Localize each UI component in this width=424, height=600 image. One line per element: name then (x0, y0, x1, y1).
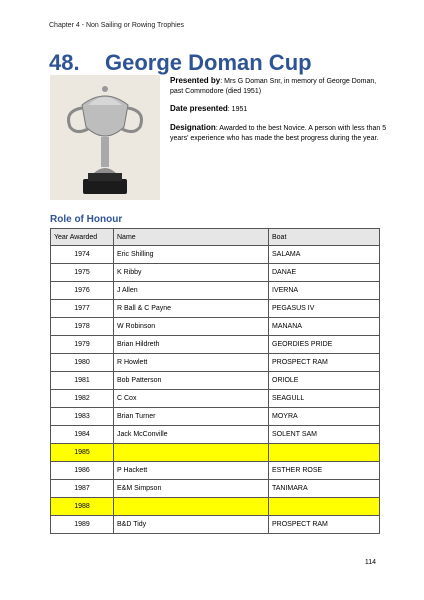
cell-boat: PROSPECT RAM (269, 354, 380, 372)
cell-name: K Ribby (114, 264, 269, 282)
cell-boat: PROSPECT RAM (269, 516, 380, 534)
cell-name: J Allen (114, 282, 269, 300)
table-row (51, 336, 380, 354)
cell-year: 1980 (51, 354, 114, 372)
designation: Designation: Awarded to the best Novice. A person with less than 5 years' experience who has made the best progress during the year. (170, 123, 387, 142)
trophy-cup-image (50, 75, 160, 200)
cell-boat (269, 444, 380, 462)
cell-boat: ORIOLE (269, 372, 380, 390)
cell-name: Brian Turner (114, 408, 269, 426)
cell-year: 1985 (51, 444, 114, 462)
col-boat-header: Boat (269, 229, 380, 246)
role-of-honour-table (50, 228, 380, 534)
cell-year: 1987 (51, 480, 114, 498)
cell-year: 1981 (51, 372, 114, 390)
cell-boat: PEGASUS IV (269, 300, 380, 318)
cell-name: Jack McConville (114, 426, 269, 444)
cell-boat: MANANA (269, 318, 380, 336)
cell-boat: SOLENT SAM (269, 426, 380, 444)
cell-boat (269, 498, 380, 516)
trophy-photo (50, 75, 160, 200)
table-row (51, 282, 380, 300)
cell-year: 1976 (51, 282, 114, 300)
table-row (51, 372, 380, 390)
table-row (51, 444, 380, 462)
cell-boat: DANAE (269, 264, 380, 282)
cell-name: Bob Patterson (114, 372, 269, 390)
presented-by: Presented by: Mrs G Doman Snr, in memory of George Doman, past Commodore (died 1951) (170, 76, 377, 95)
cell-year: 1984 (51, 426, 114, 444)
trophy-info (170, 76, 390, 151)
cell-name: B&D Tidy (114, 516, 269, 534)
role-of-honour-heading: Role of Honour (50, 214, 123, 225)
table-row (51, 354, 380, 372)
cell-name: Eric Shilling (114, 246, 269, 264)
cell-boat: ESTHER ROSE (269, 462, 380, 480)
col-year-header: Year Awarded (51, 229, 114, 246)
table-header-row (51, 229, 380, 246)
cell-boat: SEAGULL (269, 390, 380, 408)
cell-year: 1983 (51, 408, 114, 426)
cell-name: E&M Simpson (114, 480, 269, 498)
table-row (51, 300, 380, 318)
col-name-header: Name (114, 229, 269, 246)
trophy-number: 48. (49, 50, 80, 75)
cell-year: 1975 (51, 264, 114, 282)
date-presented: Date presented: 1951 (170, 104, 248, 114)
cell-year: 1977 (51, 300, 114, 318)
table-row (51, 318, 380, 336)
cell-year: 1988 (51, 498, 114, 516)
table-row (51, 498, 380, 516)
cell-name: R Ball & C Payne (114, 300, 269, 318)
cell-name (114, 498, 269, 516)
table-row (51, 264, 380, 282)
table-row (51, 246, 380, 264)
page-number: 114 (364, 559, 376, 566)
table-row (51, 390, 380, 408)
table-row (51, 516, 380, 534)
cell-year: 1986 (51, 462, 114, 480)
table-row (51, 462, 380, 480)
table-row (51, 408, 380, 426)
cell-year: 1989 (51, 516, 114, 534)
cell-year: 1974 (51, 246, 114, 264)
cell-boat: GEORDIES PRIDE (269, 336, 380, 354)
cell-name: R Howlett (114, 354, 269, 372)
cell-boat: SALAMA (269, 246, 380, 264)
cell-year: 1979 (51, 336, 114, 354)
cell-boat: IVERNA (269, 282, 380, 300)
table-row (51, 480, 380, 498)
cell-name: W Robinson (114, 318, 269, 336)
cell-boat: TANIMARA (269, 480, 380, 498)
cell-boat: MOYRA (269, 408, 380, 426)
cell-name: P Hackett (114, 462, 269, 480)
cell-name: C Cox (114, 390, 269, 408)
cell-year: 1982 (51, 390, 114, 408)
cell-name (114, 444, 269, 462)
table-row (51, 426, 380, 444)
trophy-title: George Doman Cup (105, 50, 312, 75)
cell-name: Brian Hildreth (114, 336, 269, 354)
cell-year: 1978 (51, 318, 114, 336)
chapter-header: Chapter 4 - Non Sailing or Rowing Trophies (49, 22, 185, 29)
